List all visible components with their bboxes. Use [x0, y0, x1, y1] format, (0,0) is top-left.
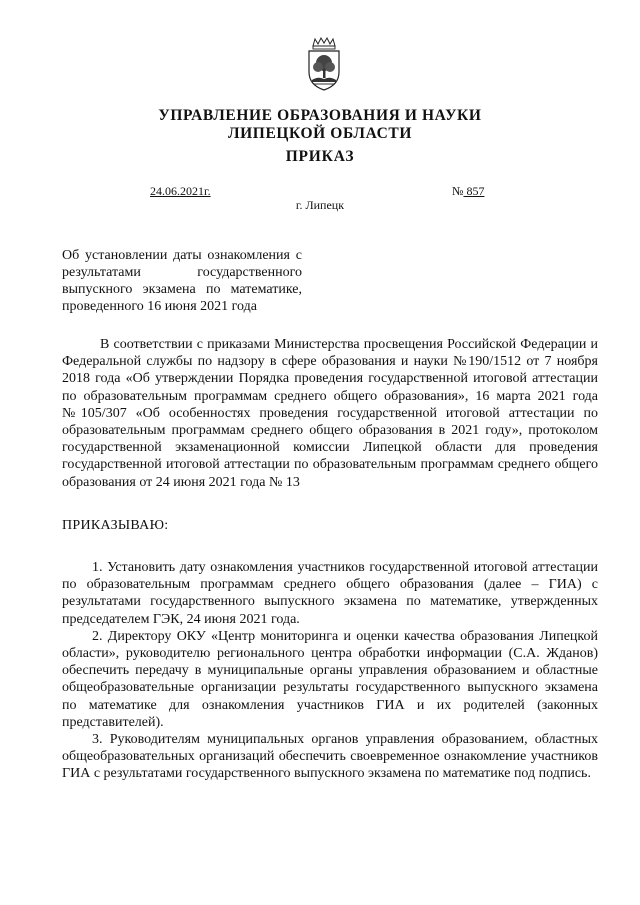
order-city: г. Липецк	[295, 198, 345, 212]
order-item: 2. Директору ОКУ «Центр мониторинга и оценки качества образования Липецкой области», руководителю регионального центра обработки информации (С.А. Жданов) обеспечить передачу в муниципальные органы управления образованием и областные общеобразовательные организации результаты государственного выпускного экзамена по математике для ознакомления участников ГИА и их родителей (законных представителей).	[62, 628, 598, 730]
order-number-value: 857	[463, 184, 485, 198]
organization-name-line2: ЛИПЕЦКОЙ ОБЛАСТИ	[228, 125, 412, 142]
order-items-list	[62, 559, 598, 783]
lipetsk-coat-of-arms-icon	[304, 36, 344, 92]
order-item: 1. Установить дату ознакомления участников государственной итоговой аттестации по образовательным программам среднего общего образования (далее – ГИА) с результатами государственного выпускного экзамена по математике, утвержденных председателем ГЭК, 24 июня 2021 года.	[62, 560, 598, 627]
order-item: 3. Руководителям муниципальных органов управления образованием, областных общеобразовательных организаций обеспечить своевременное ознакомление участников ГИА с результатами государственного выпускного экзамена по математике под подпись.	[62, 732, 598, 782]
order-preamble: В соответствии с приказами Министерства просвещения Российской Федерации и Федеральной службы по надзору в сфере образования и науки №190/1512 от 7 ноября 2018 года «Об утверждении Порядка проведения государственной итоговой аттестации по образовательным программам среднего общего образования», 16 марта 2021 года №105/307 «Об особенностях проведения государственной итоговой аттестации по образовательным программам среднего общего образования в 2021 году», протоколом государственной экзаменационной комиссии Липецкой области для проведения государственной итоговой аттестации по образовательным программам среднего общего образования от 24 июня 2021 года № 13	[62, 337, 598, 490]
order-number	[452, 184, 484, 199]
organization-name-line1: УПРАВЛЕНИЕ ОБРАЗОВАНИЯ И НАУКИ	[158, 107, 482, 124]
document-type-title: ПРИКАЗ	[285, 148, 355, 165]
order-subject: Об установлении даты ознакомления с результатами государственного выпускного экзамена по математике, проведенного 16 июня 2021 года	[62, 248, 302, 314]
order-date: 24.06.2021г.	[150, 184, 211, 198]
order-number-prefix: №	[452, 184, 464, 198]
order-directive-word: ПРИКАЗЫВАЮ:	[62, 518, 169, 533]
